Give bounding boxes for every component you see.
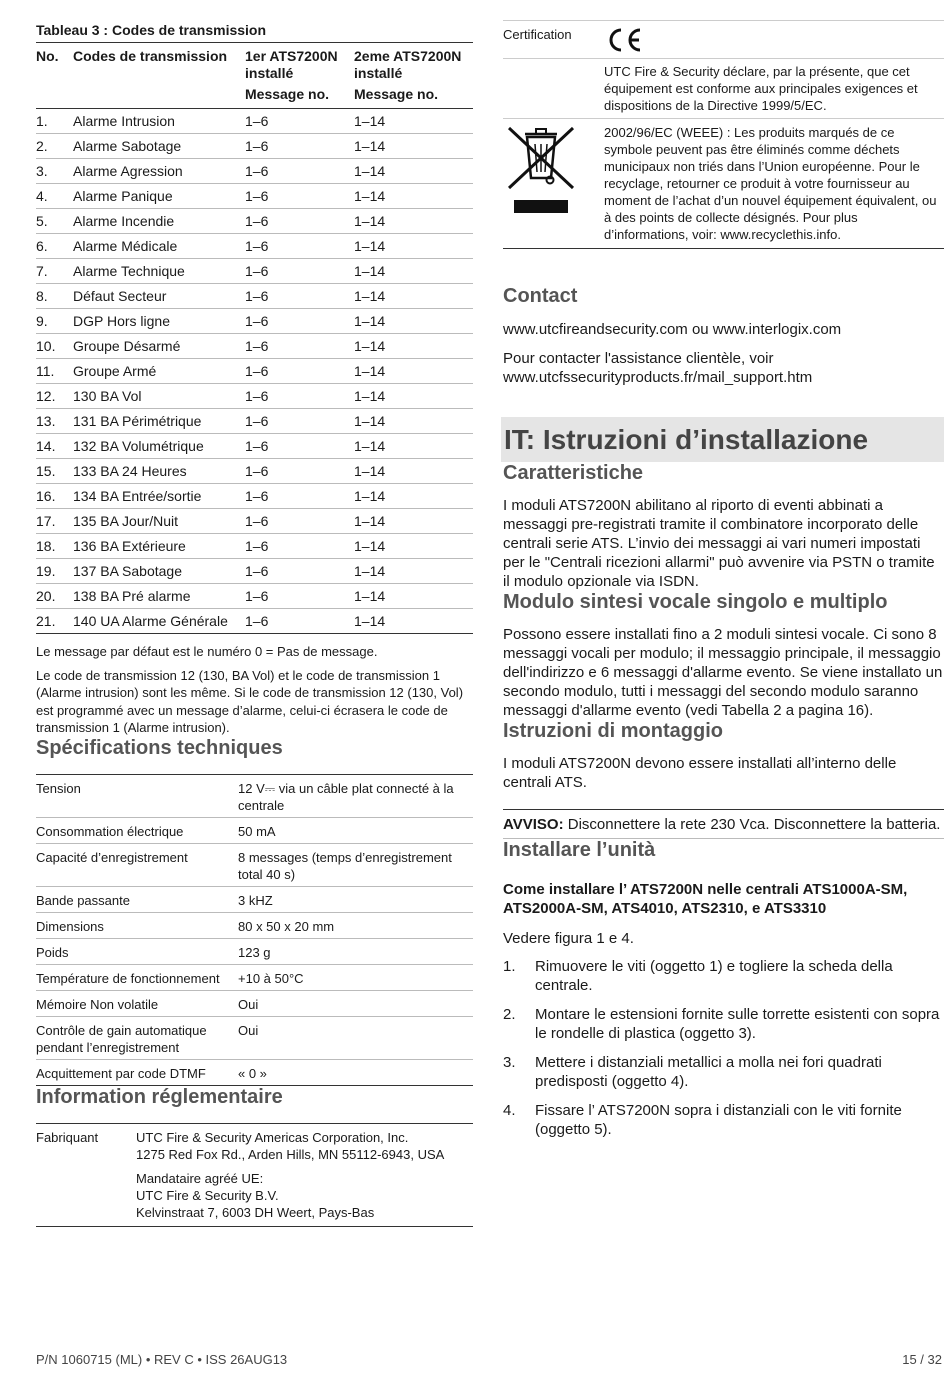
first-module-messages: 1–6 xyxy=(245,359,354,384)
transmission-table-caption: Tableau 3 : Codes de transmission xyxy=(36,22,473,43)
transmission-row xyxy=(36,334,473,359)
transmission-row xyxy=(36,184,473,209)
transmission-row xyxy=(36,459,473,484)
step-text: Fissare l’ ATS7200N sopra i distanziali con le viti fornite (oggetto 5). xyxy=(535,1102,902,1138)
transmission-code: 138 BA Pré alarme xyxy=(73,584,245,609)
first-module-messages: 1–6 xyxy=(245,384,354,409)
spec-value: « 0 » xyxy=(238,1059,473,1085)
install-title: Installare l’unità xyxy=(503,839,656,861)
step-number: 4. xyxy=(503,1102,516,1119)
transmission-code: Alarme Technique xyxy=(73,259,245,284)
warning-text: Disconnettere la rete 230 Vca. Disconnettere la batteria. xyxy=(563,816,941,833)
header-no: No. xyxy=(36,48,59,64)
spec-label: Acquittement par code DTMF xyxy=(36,1059,238,1085)
first-module-messages: 1–6 xyxy=(245,259,354,284)
transmission-code: 135 BA Jour/Nuit xyxy=(73,509,245,534)
transmission-row xyxy=(36,509,473,534)
spec-row xyxy=(36,938,473,964)
ce-mark-icon xyxy=(604,26,644,54)
first-module-messages: 1–6 xyxy=(245,334,354,359)
row-number: 1. xyxy=(36,109,73,134)
second-module-messages: 1–14 xyxy=(354,334,473,359)
transmission-code: Alarme Panique xyxy=(73,184,245,209)
contact-websites: www.utcfireandsecurity.com ou www.interlogix.com xyxy=(503,321,842,338)
manufacturer-label: Fabriquant xyxy=(36,1129,99,1145)
transmission-code: DGP Hors ligne xyxy=(73,309,245,334)
contact-support: Pour contacter l'assistance clientèle, voir www.utcfssecurityproducts.fr/mail_support.htm xyxy=(503,350,813,386)
second-module-messages: 1–14 xyxy=(354,584,473,609)
spec-row xyxy=(36,912,473,938)
contact-title: Contact xyxy=(503,285,578,307)
transmission-code: 130 BA Vol xyxy=(73,384,245,409)
note-code-same: Le code de transmission 12 (130, BA Vol) et le code de transmission 1 (Alarme intrusion) sont les même. Si le code de transmission 12 (130, Vol) est programmé avec un message d’alarme, celui-ci écrasera le code de transmission 1 (Alarme intrusion). xyxy=(36,667,464,735)
weee-text: 2002/96/EC (WEEE) : Les produits marqués de ce symbole peuvent pas être éliminés comme déchets municipaux non triés dans l’Union européenne. Pour le recyclage, retourner ce produit à votre fournisseur au moment de l’achat d’un nouvel équipement équivalent, ou à des points de collecte désignés. Pour plus d’informations, voir: www.recyclethis.info. xyxy=(604,119,944,249)
transmission-code: Groupe Désarmé xyxy=(73,334,245,359)
row-number: 15. xyxy=(36,459,73,484)
spec-row xyxy=(36,1059,473,1085)
transmission-code: 140 UA Alarme Générale xyxy=(73,609,245,634)
row-number: 11. xyxy=(36,359,73,384)
spec-label: Température de fonctionnement xyxy=(36,964,238,990)
spec-row xyxy=(36,990,473,1016)
transmission-codes-table xyxy=(36,43,473,634)
second-module-messages: 1–14 xyxy=(354,209,473,234)
second-module-messages: 1–14 xyxy=(354,559,473,584)
second-module-messages: 1–14 xyxy=(354,109,473,134)
row-number: 9. xyxy=(36,309,73,334)
row-number: 2. xyxy=(36,134,73,159)
transmission-row xyxy=(36,109,473,134)
transmission-row xyxy=(36,159,473,184)
row-number: 19. xyxy=(36,559,73,584)
spec-label: Tension xyxy=(36,774,238,817)
second-module-messages: 1–14 xyxy=(354,234,473,259)
transmission-code: Alarme Intrusion xyxy=(73,109,245,134)
row-number: 7. xyxy=(36,259,73,284)
transmission-row xyxy=(36,234,473,259)
first-module-messages: 1–6 xyxy=(245,509,354,534)
install-subtitle: Come installare l’ ATS7200N nelle centrali ATS1000A-SM, ATS2000A-SM, ATS4010, ATS2310, e ATS3310 xyxy=(503,881,908,917)
row-number: 12. xyxy=(36,384,73,409)
row-number: 10. xyxy=(36,334,73,359)
spec-label: Contrôle de gain automatique pendant l’enregistrement xyxy=(36,1016,238,1059)
spec-row xyxy=(36,817,473,843)
eu-rep-label: Mandataire agréé UE: xyxy=(136,1170,264,1186)
first-module-messages: 1–6 xyxy=(245,534,354,559)
ce-declaration: UTC Fire & Security déclare, par la présente, que cet équipement est conforme aux principales exigences et dispositions de la Directive 1999/5/EC. xyxy=(604,59,944,119)
note-default-message: Le message par défaut est le numéro 0 = Pas de message. xyxy=(36,644,378,659)
row-number: 4. xyxy=(36,184,73,209)
regulatory-title: Information réglementaire xyxy=(36,1085,283,1108)
transmission-code: Alarme Agression xyxy=(73,159,245,184)
certification-label: Certification xyxy=(503,27,572,42)
transmission-code: 137 BA Sabotage xyxy=(73,559,245,584)
transmission-code: Groupe Armé xyxy=(73,359,245,384)
step-number: 3. xyxy=(503,1054,516,1071)
install-step xyxy=(503,1101,944,1139)
row-number: 13. xyxy=(36,409,73,434)
install-step xyxy=(503,957,944,995)
transmission-row xyxy=(36,209,473,234)
spec-row xyxy=(36,886,473,912)
step-text: Montare le estensioni fornite sulle torrette esistenti con sopra le rondelle di plastica (oggetto 3). xyxy=(535,1006,940,1042)
second-module-messages: 1–14 xyxy=(354,409,473,434)
spec-value: Oui xyxy=(238,990,473,1016)
row-number: 6. xyxy=(36,234,73,259)
row-number: 5. xyxy=(36,209,73,234)
transmission-row xyxy=(36,609,473,634)
header-first-module: 1er ATS7200N installé xyxy=(245,48,338,81)
step-number: 1. xyxy=(503,958,516,975)
features-title: Caratteristiche xyxy=(503,462,644,484)
transmission-code: 136 BA Extérieure xyxy=(73,534,245,559)
step-text: Rimuovere le viti (oggetto 1) e togliere la scheda della centrale. xyxy=(535,958,893,994)
header-message-first: Message no. xyxy=(245,82,354,109)
eu-rep-address: Kelvinstraat 7, 6003 DH Weert, Pays-Bas xyxy=(136,1204,375,1220)
first-module-messages: 1–6 xyxy=(245,484,354,509)
transmission-row xyxy=(36,409,473,434)
row-number: 14. xyxy=(36,434,73,459)
weee-bin-icon xyxy=(505,122,577,218)
transmission-row xyxy=(36,359,473,384)
spec-row xyxy=(36,964,473,990)
first-module-messages: 1–6 xyxy=(245,559,354,584)
manufacturer-address: 1275 Red Fox Rd., Arden Hills, MN 55112-6943, USA xyxy=(136,1146,445,1162)
first-module-messages: 1–6 xyxy=(245,459,354,484)
features-text: I moduli ATS7200N abilitano al riporto di eventi abbinati a messaggi pre-registrati tramite il combinatore incorporato delle centrali serie ATS. L’invio dei messaggi ai vari numeri impostati per le "Centrali ricezioni allarmi" può avvenire via PSTN o tramite il modulo opzionale via ISDN. xyxy=(503,497,935,590)
step-text: Mettere i distanziali metallici a molla nei fori quadrati predisposti (oggetto 4). xyxy=(535,1054,882,1090)
second-module-messages: 1–14 xyxy=(354,259,473,284)
second-module-messages: 1–14 xyxy=(354,509,473,534)
second-module-messages: 1–14 xyxy=(354,359,473,384)
spec-row xyxy=(36,843,473,886)
transmission-code: 131 BA Périmétrique xyxy=(73,409,245,434)
transmission-row xyxy=(36,584,473,609)
spec-label: Mémoire Non volatile xyxy=(36,990,238,1016)
header-message-second: Message no. xyxy=(354,82,473,109)
first-module-messages: 1–6 xyxy=(245,134,354,159)
certification-table xyxy=(503,20,944,249)
row-number: 21. xyxy=(36,609,73,634)
row-number: 3. xyxy=(36,159,73,184)
transmission-code: Alarme Médicale xyxy=(73,234,245,259)
second-module-messages: 1–14 xyxy=(354,484,473,509)
manufacturer-block xyxy=(136,1129,473,1163)
first-module-messages: 1–6 xyxy=(245,109,354,134)
spec-label: Dimensions xyxy=(36,912,238,938)
spec-value: +10 à 50°C xyxy=(238,964,473,990)
second-module-messages: 1–14 xyxy=(354,534,473,559)
first-module-messages: 1–6 xyxy=(245,184,354,209)
transmission-code: Défaut Secteur xyxy=(73,284,245,309)
specs-title: Spécifications techniques xyxy=(36,736,283,759)
spec-label: Capacité d’enregistrement xyxy=(36,843,238,886)
footer-part-number: P/N 1060715 (ML) • REV C • ISS 26AUG13 xyxy=(36,1352,288,1367)
step-number: 2. xyxy=(503,1006,516,1023)
italian-section-banner xyxy=(501,417,944,462)
install-steps xyxy=(503,957,944,1139)
transmission-row xyxy=(36,259,473,284)
header-code: Codes de transmission xyxy=(73,48,228,64)
eu-representative-block xyxy=(136,1170,473,1221)
transmission-code: 134 BA Entrée/sortie xyxy=(73,484,245,509)
second-module-messages: 1–14 xyxy=(354,309,473,334)
transmission-row xyxy=(36,434,473,459)
row-number: 17. xyxy=(36,509,73,534)
transmission-code: 133 BA 24 Heures xyxy=(73,459,245,484)
row-number: 16. xyxy=(36,484,73,509)
transmission-code: Alarme Incendie xyxy=(73,209,245,234)
first-module-messages: 1–6 xyxy=(245,434,354,459)
warning-box xyxy=(503,809,944,839)
footer-page-number: 15 / 32 xyxy=(902,1352,942,1367)
transmission-row xyxy=(36,559,473,584)
first-module-messages: 1–6 xyxy=(245,609,354,634)
spec-value: 80 x 50 x 20 mm xyxy=(238,912,473,938)
second-module-messages: 1–14 xyxy=(354,184,473,209)
transmission-row xyxy=(36,534,473,559)
first-module-messages: 1–6 xyxy=(245,284,354,309)
install-step xyxy=(503,1053,944,1091)
first-module-messages: 1–6 xyxy=(245,409,354,434)
specs-table xyxy=(36,774,473,1086)
transmission-code: 132 BA Volumétrique xyxy=(73,434,245,459)
row-number: 18. xyxy=(36,534,73,559)
mounting-text: I moduli ATS7200N devono essere installati all’interno delle centrali ATS. xyxy=(503,755,897,791)
first-module-messages: 1–6 xyxy=(245,309,354,334)
spec-value: 12 V⎓ via un câble plat connecté à la centrale xyxy=(238,774,473,817)
header-second-module: 2eme ATS7200N installé xyxy=(354,48,462,81)
italian-banner-title: IT: Istruzioni d’installazione xyxy=(504,424,869,455)
second-module-messages: 1–14 xyxy=(354,609,473,634)
spec-value: 8 messages (temps d’enregistrement total 40 s) xyxy=(238,843,473,886)
manufacturer-name: UTC Fire & Security Americas Corporation, Inc. xyxy=(136,1129,409,1145)
first-module-messages: 1–6 xyxy=(245,209,354,234)
second-module-messages: 1–14 xyxy=(354,134,473,159)
transmission-row xyxy=(36,384,473,409)
second-module-messages: 1–14 xyxy=(354,159,473,184)
spec-label: Consommation électrique xyxy=(36,817,238,843)
row-number: 20. xyxy=(36,584,73,609)
transmission-row xyxy=(36,134,473,159)
second-module-messages: 1–14 xyxy=(354,434,473,459)
voice-module-text: Possono essere installati fino a 2 moduli sintesi vocale. Ci sono 8 messaggi vocali per modulo; il messaggio principale, il messaggio dell'indirizzo e 6 messaggi d'allarme evento. Se viene installato un secondo modulo, tutti i messaggi del secondo modulo saranno messaggi d'allarme evento (vedi Tabella 2 a pagina 16). xyxy=(503,626,943,719)
spec-row xyxy=(36,1016,473,1059)
first-module-messages: 1–6 xyxy=(245,159,354,184)
mounting-title: Istruzioni di montaggio xyxy=(503,720,723,742)
left-column xyxy=(36,22,473,1227)
see-figure-text: Vedere figura 1 e 4. xyxy=(503,930,634,947)
transmission-row xyxy=(36,484,473,509)
first-module-messages: 1–6 xyxy=(245,584,354,609)
spec-value: Oui xyxy=(238,1016,473,1059)
eu-rep-name: UTC Fire & Security B.V. xyxy=(136,1187,279,1203)
transmission-code: Alarme Sabotage xyxy=(73,134,245,159)
first-module-messages: 1–6 xyxy=(245,234,354,259)
warning-label: AVVISO: xyxy=(503,816,564,833)
spec-row xyxy=(36,774,473,817)
second-module-messages: 1–14 xyxy=(354,384,473,409)
transmission-row xyxy=(36,284,473,309)
spec-label: Poids xyxy=(36,938,238,964)
right-column xyxy=(503,20,944,1149)
spec-value: 50 mA xyxy=(238,817,473,843)
regulatory-table xyxy=(36,1123,473,1227)
second-module-messages: 1–14 xyxy=(354,284,473,309)
spec-label: Bande passante xyxy=(36,886,238,912)
spec-value: 3 kHZ xyxy=(238,886,473,912)
second-module-messages: 1–14 xyxy=(354,459,473,484)
install-step xyxy=(503,1005,944,1043)
voice-module-title: Modulo sintesi vocale singolo e multiplo xyxy=(503,591,888,613)
spec-value: 123 g xyxy=(238,938,473,964)
transmission-row xyxy=(36,309,473,334)
row-number: 8. xyxy=(36,284,73,309)
